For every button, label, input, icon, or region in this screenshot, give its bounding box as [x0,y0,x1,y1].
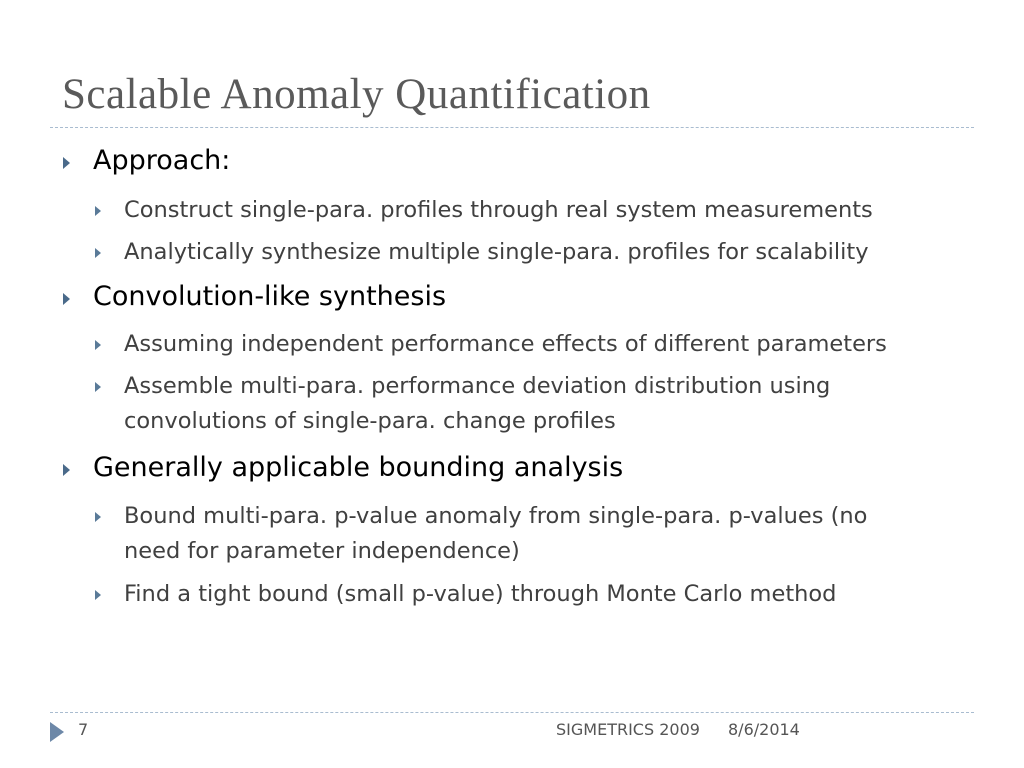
footer-date: 8/6/2014 [728,720,800,739]
sub-bullet-3-1: Bound multi-para. p-value anomaly from single-para. p-values (no need for parameter independence) [124,503,868,564]
bullet-arrow-icon [63,157,70,169]
bullet-approach: Approach: [93,145,231,176]
bullet-convolution: Convolution-like synthesis [93,281,447,312]
bullet-bounding: Generally applicable bounding analysis [93,452,624,483]
footer-triangle-icon [50,722,64,742]
footer-conference: SIGMETRICS 2009 [556,720,700,739]
sub-bullet-arrow-icon [95,512,101,522]
page-number: 7 [78,720,89,739]
sub-bullet-arrow-icon [95,206,101,216]
bullet-arrow-icon [63,293,70,305]
sub-bullet-arrow-icon [95,248,101,258]
bullet-arrow-icon [63,464,70,476]
sub-bullet-2-2: Assemble multi-para. performance deviation distribution using convolutions of single-para. change profiles [124,373,831,434]
sub-bullet-2-1: Assuming independent performance effects of different parameters [124,331,887,357]
sub-bullet-arrow-icon [95,340,101,350]
sub-bullet-1-1: Construct single-para. profiles through real system measurements [124,197,873,223]
sub-bullet-3-2: Find a tight bound (small p-value) through Monte Carlo method [124,581,837,607]
sub-bullet-arrow-icon [95,382,101,392]
footer-divider [50,712,974,713]
sub-bullet-arrow-icon [95,590,101,600]
slide-title: Scalable Anomaly Quantification [62,71,651,118]
sub-bullet-1-2: Analytically synthesize multiple single-para. profiles for scalability [124,239,869,265]
